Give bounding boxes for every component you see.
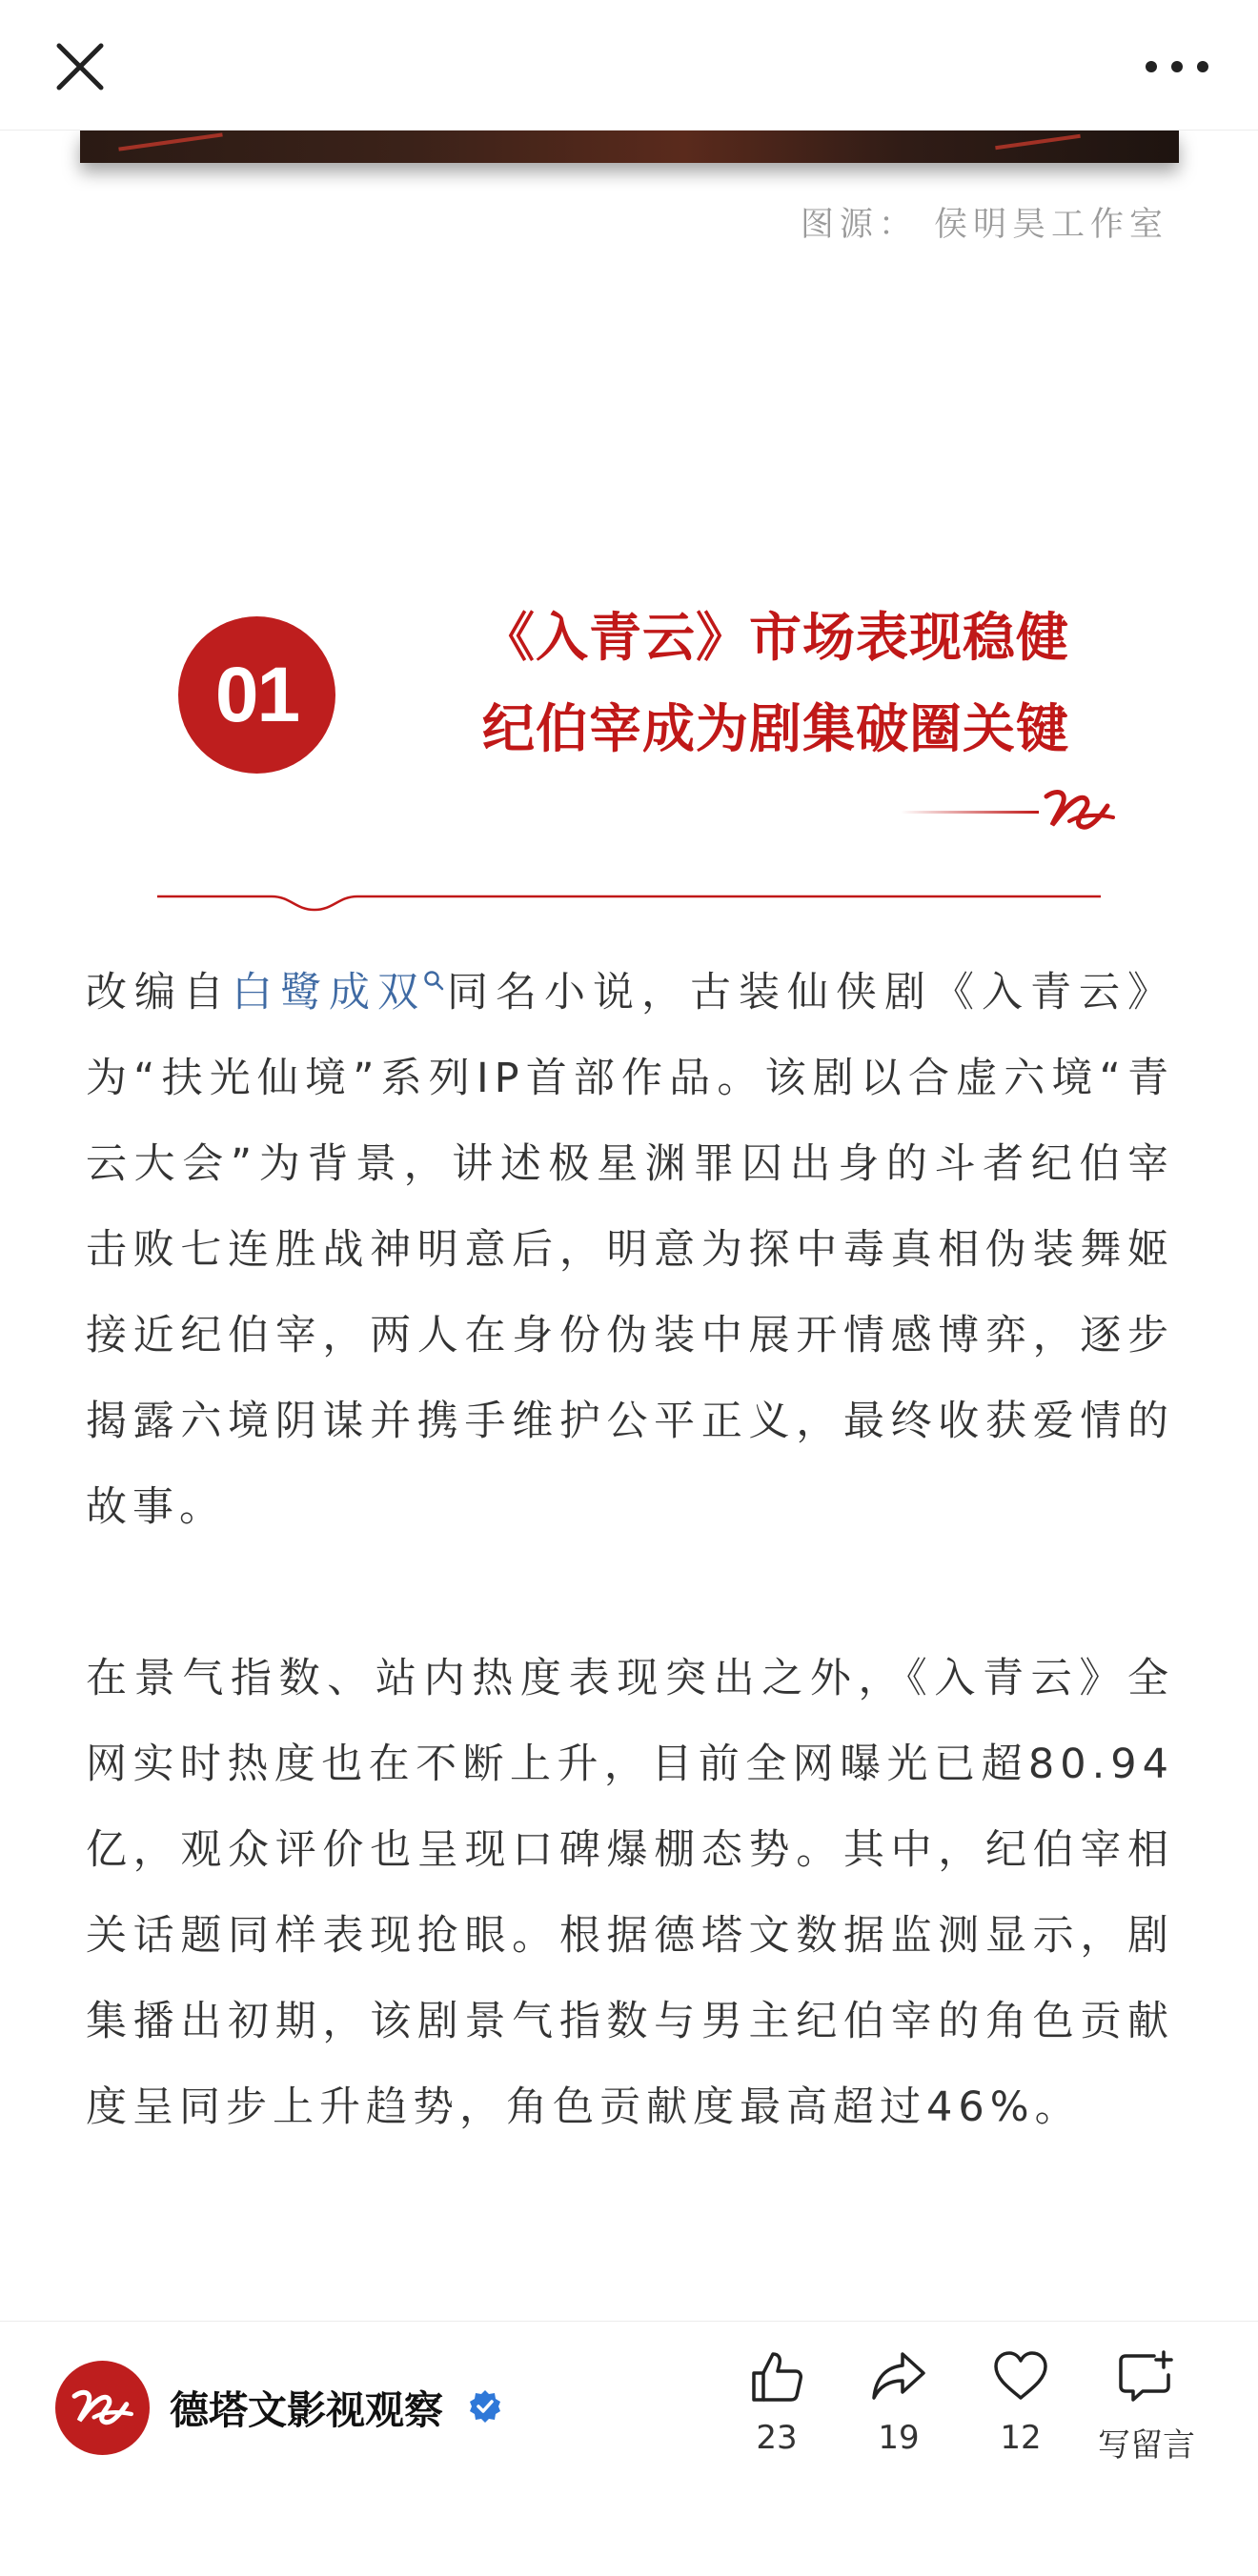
share-button[interactable] [837,2346,961,2480]
photo-light-streak [995,134,1081,150]
paragraph-2: 在景气指数、站内热度表现突出之外，《入青云》全网实时热度也在不断上升，目前全网曝光已超80.94亿，观众评价也呈现口碑爆棚态势。其中，纪伯宰相关话题同样表现抢眼。根据德塔文数据监测显示，剧集播出初期，该剧景气指数与男主纪伯宰的角色贡献度呈同步上升趋势，角色贡献度最高超过46%。 [86,1655,1174,2131]
comment-add-icon [1116,2346,1177,2407]
close-icon [46,32,114,101]
novel-author-link[interactable]: 白鹭成双 [232,969,426,1016]
write-comment-button[interactable] [1075,2346,1218,2480]
favorite-count: 12 [1000,2419,1042,2457]
paragraph-1-body: 同名小说，古装仙侠剧《入青云》为“扶光仙境”系列IP首部作品。该剧以合虚六境“青云大会”为背景，讲述极星渊罪囚出身的斗者纪伯宰击败七连胜战神明意后，明意为探中毒真相伪装舞姬接近纪伯宰，两人在身份伪装中展开情感博弈，逐步揭露六境阴谋并携手维护公平正义，最终收获爱情的故事。 [86,969,1174,1531]
top-nav-bar [0,0,1258,131]
paragraph-1-lead: 改编自 [86,969,232,1016]
account-avatar[interactable] [55,2361,150,2455]
section-number: 01 [178,616,335,774]
image-caption: 图源： 侯明昊工作室 [800,206,1168,244]
section-title-line2: 纪伯宰成为剧集破圈关键 [481,698,1069,759]
brand-logo-icon [70,2384,136,2433]
heart-icon [990,2346,1051,2407]
article-content [0,131,1258,2322]
paragraph-1 [86,950,1174,1550]
photo-light-streak [118,132,222,151]
share-arrow-icon [868,2346,929,2407]
thumbs-up-icon [746,2346,807,2407]
brand-signature-icon [1041,783,1119,838]
section-heading [0,454,1258,921]
decorative-line [901,811,1039,814]
write-comment-label: 写留言 [1098,2426,1195,2465]
favorite-button[interactable] [959,2346,1083,2480]
more-options-button[interactable] [1134,42,1220,91]
section-title-line1: 《入青云》市场表现稳健 [481,607,1069,668]
verified-badge-icon [467,2388,503,2425]
share-count: 19 [878,2419,920,2457]
like-button[interactable] [715,2346,839,2480]
section-divider [157,883,1101,921]
search-icon[interactable] [422,969,445,992]
like-count: 23 [756,2419,798,2457]
more-dots-icon [1134,42,1220,91]
article-photo [80,131,1179,163]
bottom-action-bar [0,2321,1258,2576]
close-button[interactable] [46,32,114,101]
account-name[interactable]: 德塔文影视观察 [170,2387,443,2433]
